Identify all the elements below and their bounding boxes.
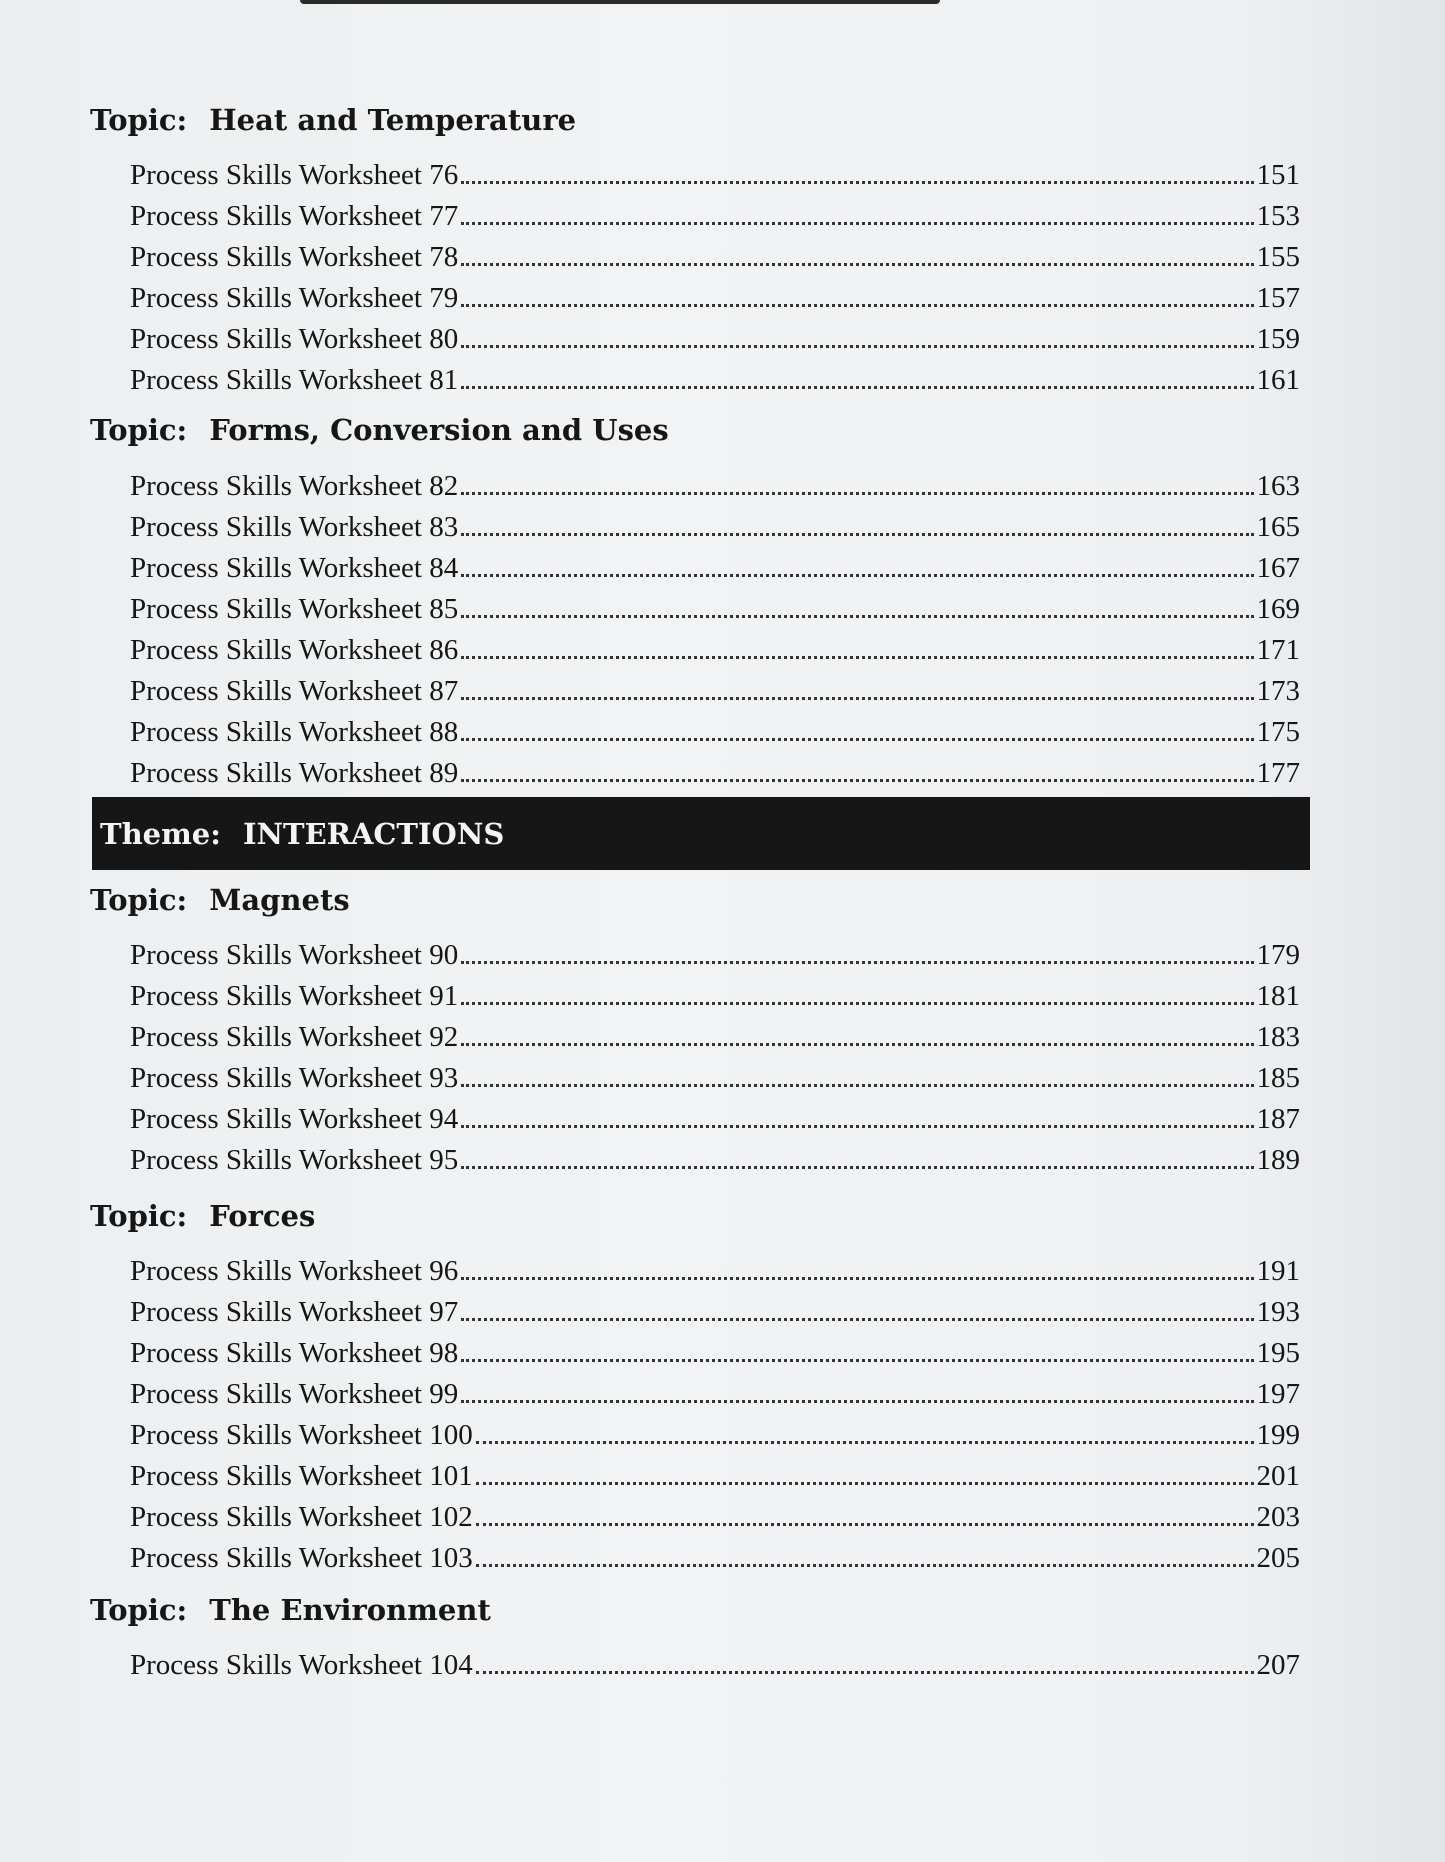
toc-entry[interactable]: [130, 275, 1300, 315]
toc-entry[interactable]: [130, 1453, 1300, 1493]
entry-page: 197: [1256, 1378, 1300, 1410]
dot-leader: [461, 1317, 1253, 1321]
entry-label: Process Skills Worksheet 82: [130, 470, 459, 502]
entry-page: 155: [1256, 241, 1300, 273]
entry-label: Process Skills Worksheet 90: [130, 939, 459, 971]
entry-page: 205: [1256, 1542, 1300, 1574]
entry-label: Process Skills Worksheet 83: [130, 511, 459, 543]
toc-entry[interactable]: [130, 1014, 1300, 1054]
toc-entry[interactable]: [130, 1371, 1300, 1411]
entry-page: 169: [1256, 593, 1300, 625]
dot-leader: [461, 1358, 1253, 1362]
entry-label: Process Skills Worksheet 102: [130, 1501, 473, 1533]
dot-leader: [461, 696, 1253, 700]
entry-page: 201: [1256, 1460, 1300, 1492]
entry-page: 153: [1256, 200, 1300, 232]
entry-label: Process Skills Worksheet 76: [130, 159, 459, 191]
toc-entry[interactable]: [130, 1248, 1300, 1288]
entry-page: 173: [1256, 675, 1300, 707]
dot-leader: [461, 1165, 1253, 1169]
entry-label: Process Skills Worksheet 84: [130, 552, 459, 584]
entry-page: 177: [1256, 757, 1300, 789]
toc-entry[interactable]: [130, 932, 1300, 972]
entry-page: 203: [1256, 1501, 1300, 1533]
dot-leader: [461, 532, 1253, 536]
entry-page: 167: [1256, 552, 1300, 584]
topic-title: Forces: [209, 1199, 316, 1233]
entry-label: Process Skills Worksheet 79: [130, 282, 459, 314]
toc-entry[interactable]: [130, 234, 1300, 274]
entry-label: Process Skills Worksheet 77: [130, 200, 459, 232]
entry-page: 161: [1256, 364, 1300, 396]
topic-prefix: Topic:: [90, 413, 188, 447]
entry-page: 181: [1256, 980, 1300, 1012]
entry-label: Process Skills Worksheet 80: [130, 323, 459, 355]
entry-page: 189: [1256, 1144, 1300, 1176]
entry-page: 195: [1256, 1337, 1300, 1369]
theme-title: INTERACTIONS: [242, 816, 505, 851]
dot-leader: [476, 1481, 1254, 1485]
toc-entry[interactable]: [130, 1330, 1300, 1370]
toc-entry[interactable]: [130, 750, 1300, 790]
dot-leader: [461, 1276, 1253, 1280]
toc-entry[interactable]: [130, 1289, 1300, 1329]
dot-leader: [461, 960, 1253, 964]
entry-label: Process Skills Worksheet 99: [130, 1378, 459, 1410]
entry-page: 199: [1256, 1419, 1300, 1451]
toc-entry[interactable]: [130, 1096, 1300, 1136]
entry-label: Process Skills Worksheet 100: [130, 1419, 473, 1451]
theme-banner: [92, 797, 1310, 870]
dot-leader: [461, 221, 1253, 225]
entry-label: Process Skills Worksheet 104: [130, 1649, 473, 1681]
topic-prefix: Topic:: [90, 103, 188, 137]
entry-page: 163: [1256, 470, 1300, 502]
toc-entry[interactable]: [130, 504, 1300, 544]
entry-page: 191: [1256, 1255, 1300, 1287]
topic-prefix: Topic:: [90, 883, 188, 917]
entry-page: 179: [1256, 939, 1300, 971]
topic-heading: [90, 1199, 315, 1233]
topic-title: Heat and Temperature: [209, 103, 577, 137]
toc-entry[interactable]: [130, 316, 1300, 356]
entry-label: Process Skills Worksheet 85: [130, 593, 459, 625]
toc-entry[interactable]: [130, 545, 1300, 585]
entry-page: 187: [1256, 1103, 1300, 1135]
dot-leader: [461, 262, 1253, 266]
entry-label: Process Skills Worksheet 95: [130, 1144, 459, 1176]
toc-entry[interactable]: [130, 357, 1300, 397]
toc-entry[interactable]: [130, 627, 1300, 667]
entry-label: Process Skills Worksheet 91: [130, 980, 459, 1012]
topic-prefix: Topic:: [90, 1593, 188, 1627]
dot-leader: [476, 1563, 1254, 1567]
topic-heading: [90, 883, 350, 917]
dot-leader: [461, 737, 1253, 741]
dot-leader: [461, 491, 1253, 495]
entry-label: Process Skills Worksheet 94: [130, 1103, 459, 1135]
entry-label: Process Skills Worksheet 93: [130, 1062, 459, 1094]
dot-leader: [476, 1522, 1254, 1526]
toc-entry[interactable]: [130, 463, 1300, 503]
dot-leader: [461, 303, 1253, 307]
toc-entry[interactable]: [130, 1494, 1300, 1534]
dot-leader: [461, 778, 1253, 782]
toc-entry[interactable]: [130, 973, 1300, 1013]
entry-page: 185: [1256, 1062, 1300, 1094]
entry-label: Process Skills Worksheet 96: [130, 1255, 459, 1287]
dot-leader: [461, 385, 1253, 389]
dot-leader: [476, 1440, 1254, 1444]
dot-leader: [476, 1670, 1254, 1674]
dot-leader: [461, 1042, 1253, 1046]
entry-label: Process Skills Worksheet 78: [130, 241, 459, 273]
toc-entry[interactable]: [130, 1535, 1300, 1575]
page-top-edge: [300, 0, 940, 4]
entry-page: 159: [1256, 323, 1300, 355]
toc-entry[interactable]: [130, 193, 1300, 233]
entry-page: 193: [1256, 1296, 1300, 1328]
entry-label: Process Skills Worksheet 81: [130, 364, 459, 396]
entry-page: 151: [1256, 159, 1300, 191]
entry-label: Process Skills Worksheet 92: [130, 1021, 459, 1053]
dot-leader: [461, 344, 1253, 348]
dot-leader: [461, 655, 1253, 659]
entry-page: 165: [1256, 511, 1300, 543]
theme-prefix: Theme:: [100, 816, 221, 851]
entry-label: Process Skills Worksheet 103: [130, 1542, 473, 1574]
toc-entry[interactable]: [130, 709, 1300, 749]
toc-entry[interactable]: [130, 586, 1300, 626]
toc-entry[interactable]: [130, 152, 1300, 192]
topic-title: Magnets: [209, 883, 350, 917]
entry-page: 183: [1256, 1021, 1300, 1053]
topic-heading: [90, 103, 576, 137]
dot-leader: [461, 1083, 1253, 1087]
topic-title: The Environment: [209, 1593, 491, 1627]
entry-label: Process Skills Worksheet 89: [130, 757, 459, 789]
entry-label: Process Skills Worksheet 87: [130, 675, 459, 707]
dot-leader: [461, 180, 1253, 184]
toc-entry[interactable]: [130, 1055, 1300, 1095]
dot-leader: [461, 1124, 1253, 1128]
entry-label: Process Skills Worksheet 98: [130, 1337, 459, 1369]
dot-leader: [461, 1399, 1253, 1403]
toc-entry[interactable]: [130, 668, 1300, 708]
topic-heading: [90, 413, 669, 447]
entry-label: Process Skills Worksheet 101: [130, 1460, 473, 1492]
topic-prefix: Topic:: [90, 1199, 188, 1233]
entry-page: 207: [1256, 1649, 1300, 1681]
dot-leader: [461, 573, 1253, 577]
entry-label: Process Skills Worksheet 86: [130, 634, 459, 666]
entry-label: Process Skills Worksheet 88: [130, 716, 459, 748]
entry-label: Process Skills Worksheet 97: [130, 1296, 459, 1328]
toc-entry[interactable]: [130, 1137, 1300, 1177]
dot-leader: [461, 1001, 1253, 1005]
entry-page: 175: [1256, 716, 1300, 748]
toc-entry[interactable]: [130, 1642, 1300, 1682]
toc-entry[interactable]: [130, 1412, 1300, 1452]
dot-leader: [461, 614, 1253, 618]
topic-heading: [90, 1593, 491, 1627]
topic-title: Forms, Conversion and Uses: [209, 413, 669, 447]
entry-page: 157: [1256, 282, 1300, 314]
entry-page: 171: [1256, 634, 1300, 666]
